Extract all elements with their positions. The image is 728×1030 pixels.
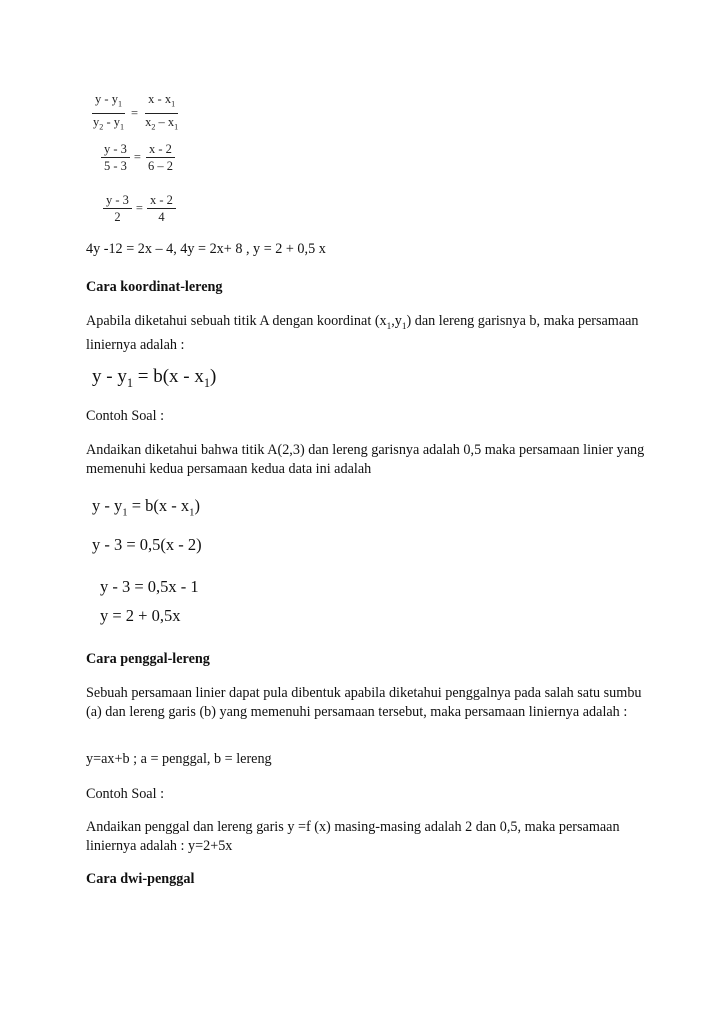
- substituted-formula: $\frac{y - 3}{5 - 3}$ = $\frac{x - 2}{6 - 2}$: [101, 142, 176, 173]
- example-label-2: Contoh Soal :: [86, 786, 165, 802]
- simplified-formula: $\frac{y - 3}{2}$ = $\frac{x - 2}{4}$: [103, 193, 176, 224]
- result-line: 4y -12 = 2x – 4, 4y = 2x+ 8 , y = 2 + 0,5 x: [86, 241, 326, 257]
- heading-koordinat-lereng: Cara koordinat-lereng: [86, 279, 223, 295]
- example-step-4: y = 2 + 0,5x: [100, 606, 181, 625]
- heading-penggal-lereng: Cara penggal-lereng: [86, 651, 210, 667]
- two-point-formula: $\frac{y - y_1}{y_2 - y_1}$ = $\frac{x - x_1}{x_2 - x_1}$: [93, 92, 179, 131]
- example-step-2: y - 3 = 0,5(x - 2): [92, 535, 202, 554]
- point-slope-formula: $y - y_1 = b(x - x_1)$: [92, 366, 217, 390]
- slope-intercept-formula: y=ax+b ; a = penggal, b = lereng: [86, 751, 272, 767]
- paragraph-koordinat: Apabila diketahui sebuah titik A dengan koordinat $(x_1,y_1)$ dan lereng garisnya b, maka persamaan liniernya adalah :: [86, 313, 639, 353]
- paragraph-example-1: Andaikan diketahui bahwa titik A(2,3) dan lereng garisnya adalah 0,5 maka persamaan linier yang memenuhi kedua persamaan kedua data ini adalah: [86, 442, 645, 477]
- heading-dwi-penggal: Cara dwi-penggal: [86, 871, 195, 887]
- example-step-3: y - 3 = 0,5x - 1: [100, 577, 199, 596]
- paragraph-example-2: Andaikan penggal dan lereng garis y =f (x) masing-masing adalah 2 dan 0,5, maka persamaan liniernya adalah : y=2+5x: [86, 819, 620, 854]
- paragraph-penggal: Sebuah persamaan linier dapat pula dibentuk apabila diketahui penggalnya pada salah satu sumbu (a) dan lereng garis (b) yang memenuhi persamaan tersebut, maka persamaan liniernya adalah :: [86, 685, 642, 720]
- example-step-1: $y - y_1 = b(x - x_1)$: [92, 496, 201, 519]
- example-label-1: Contoh Soal :: [86, 408, 165, 424]
